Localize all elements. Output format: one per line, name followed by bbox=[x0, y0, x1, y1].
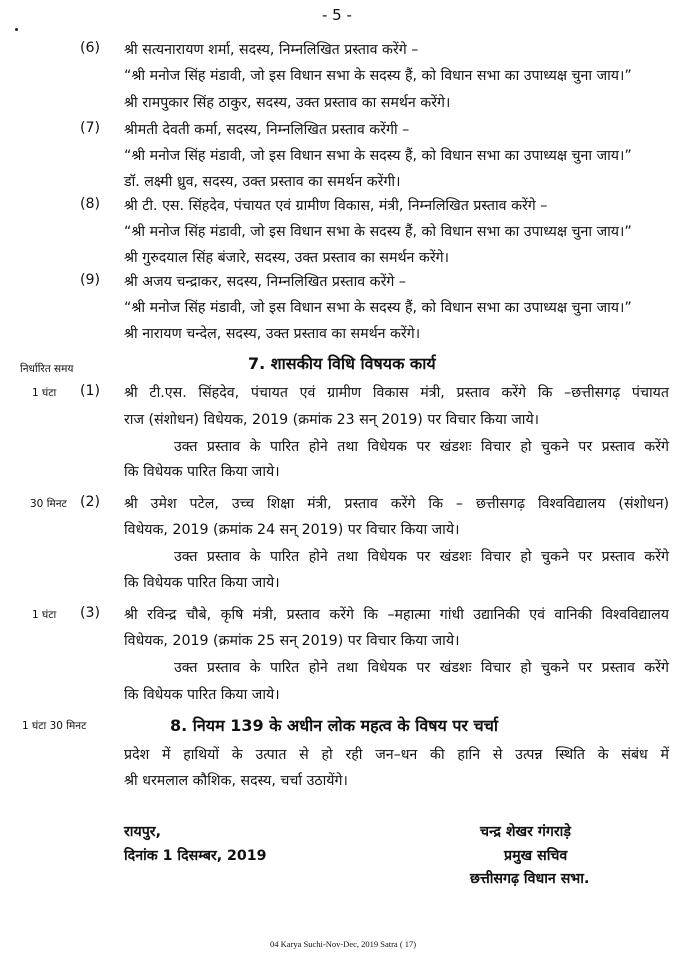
motion-quote: “श्री मनोज सिंह मंडावी, जो इस विधान सभा के सदस्य हैं, को विधान सभा का उपाध्यक्ष चुना जाय।” bbox=[124, 68, 632, 84]
motion-quote: “श्री मनोज सिंह मंडावी, जो इस विधान सभा के सदस्य हैं, को विधान सभा का उपाध्यक्ष चुना जाय।” bbox=[124, 300, 632, 316]
signoff-place: रायपुर, bbox=[124, 824, 161, 840]
item-text-line: श्री उमेश पटेल, उच्च शिक्षा मंत्री, प्रस्ताव करेंगे कि – छत्तीसगढ़ विश्वविद्यालय (संशोधन) bbox=[124, 496, 669, 512]
item-text-line: कि विधेयक पारित किया जाये। bbox=[124, 464, 280, 480]
item-text-line: विधेयक, 2019 (क्रमांक 24 सन् 2019) पर विचार किया जाये। bbox=[124, 522, 460, 538]
item-text-line: उक्त प्रस्ताव के पारित होने तथा विधेयक पर खंडशः विचार हो चुकने पर प्रस्ताव करेंगे bbox=[174, 439, 669, 455]
scan-mark bbox=[15, 28, 18, 31]
signoff-date: दिनांक 1 दिसम्बर, 2019 bbox=[124, 848, 267, 864]
signatory-office: छत्तीसगढ़ विधान सभा. bbox=[470, 871, 590, 887]
item-number: (3) bbox=[80, 605, 101, 621]
time-allotted: 1 घंटा 30 मिनट bbox=[22, 720, 87, 732]
discussion-text-line: प्रदेश में हाथियों के उत्पात से हो रही जन–धन की हानि से उत्पन्न स्थिति के संबंध में bbox=[124, 747, 669, 763]
motion-mover: श्री अजय चन्द्राकर, सदस्य, निम्नलिखित प्रस्ताव करेंगे – bbox=[124, 274, 406, 290]
item-number: (2) bbox=[80, 494, 101, 510]
item-text-line: राज (संशोधन) विधेयक, 2019 (क्रमांक 23 सन् 2019) पर विचार किया जाये। bbox=[124, 412, 540, 428]
motion-seconder: श्री गुरुदयाल सिंह बंजारे, सदस्य, उक्त प्रस्ताव का समर्थन करेंगे। bbox=[124, 250, 449, 266]
time-allotted: 1 घंटा bbox=[32, 609, 57, 621]
time-column-label: निर्धारित समय bbox=[20, 363, 74, 375]
motion-quote: “श्री मनोज सिंह मंडावी, जो इस विधान सभा के सदस्य हैं, को विधान सभा का उपाध्यक्ष चुना जाय।” bbox=[124, 148, 632, 164]
time-allotted: 1 घंटा bbox=[32, 387, 57, 399]
item-text-line: उक्त प्रस्ताव के पारित होने तथा विधेयक पर खंडशः विचार हो चुकने पर प्रस्ताव करेंगे bbox=[174, 660, 669, 676]
time-allotted: 30 मिनट bbox=[30, 498, 67, 510]
signatory-name: चन्द्र शेखर गंगराड़े bbox=[480, 824, 571, 840]
motion-number: (7) bbox=[80, 120, 101, 136]
motion-mover: श्रीमती देवती कर्मा, सदस्य, निम्नलिखित प्रस्ताव करेंगी – bbox=[124, 122, 410, 138]
page-number: - 5 - bbox=[322, 6, 352, 24]
section-8-heading: 8. नियम 139 के अधीन लोक महत्व के विषय पर चर्चा bbox=[170, 716, 498, 735]
section-7-heading: 7. शासकीय विधि विषयक कार्य bbox=[248, 354, 436, 373]
footer-reference: 04 Karya Suchi-Nov-Dec, 2019 Satra ( 17) bbox=[270, 939, 417, 949]
motion-number: (9) bbox=[80, 272, 101, 288]
motion-seconder: श्री नारायण चन्देल, सदस्य, उक्त प्रस्ताव का समर्थन करेंगे। bbox=[124, 326, 421, 342]
item-number: (1) bbox=[80, 383, 101, 399]
discussion-text-line: श्री धरमलाल कौशिक, सदस्य, चर्चा उठायेंगे। bbox=[124, 773, 348, 789]
motion-quote: “श्री मनोज सिंह मंडावी, जो इस विधान सभा के सदस्य हैं, को विधान सभा का उपाध्यक्ष चुना जाय।” bbox=[124, 224, 632, 240]
motion-number: (6) bbox=[80, 40, 101, 56]
item-text-line: कि विधेयक पारित किया जाये। bbox=[124, 687, 280, 703]
motion-mover: श्री टी. एस. सिंहदेव, पंचायत एवं ग्रामीण विकास, मंत्री, निम्नलिखित प्रस्ताव करेंगे – bbox=[124, 198, 548, 214]
motion-seconder: डॉ. लक्ष्मी ध्रुव, सदस्य, उक्त प्रस्ताव का समर्थन करेंगी। bbox=[124, 174, 401, 190]
motion-seconder: श्री रामपुकार सिंह ठाकुर, सदस्य, उक्त प्रस्ताव का समर्थन करेंगे। bbox=[124, 95, 451, 111]
signatory-designation: प्रमुख सचिव bbox=[504, 848, 568, 864]
motion-number: (8) bbox=[80, 196, 101, 212]
item-text-line: उक्त प्रस्ताव के पारित होने तथा विधेयक पर खंडशः विचार हो चुकने पर प्रस्ताव करेंगे bbox=[174, 549, 669, 565]
item-text-line: कि विधेयक पारित किया जाये। bbox=[124, 575, 280, 591]
item-text-line: विधेयक, 2019 (क्रमांक 25 सन् 2019) पर विचार किया जाये। bbox=[124, 633, 460, 649]
item-text-line: श्री रविन्द्र चौबे, कृषि मंत्री, प्रस्ताव करेंगे कि –महात्मा गांधी उद्यानिकी एवं वानिकी विश्वविद्यालय bbox=[124, 607, 669, 623]
item-text-line: श्री टी.एस. सिंहदेव, पंचायत एवं ग्रामीण विकास मंत्री, प्रस्ताव करेंगे कि –छत्तीसगढ़ पंचायत bbox=[124, 385, 669, 401]
motion-mover: श्री सत्यनारायण शर्मा, सदस्य, निम्नलिखित प्रस्ताव करेंगे – bbox=[124, 42, 419, 58]
